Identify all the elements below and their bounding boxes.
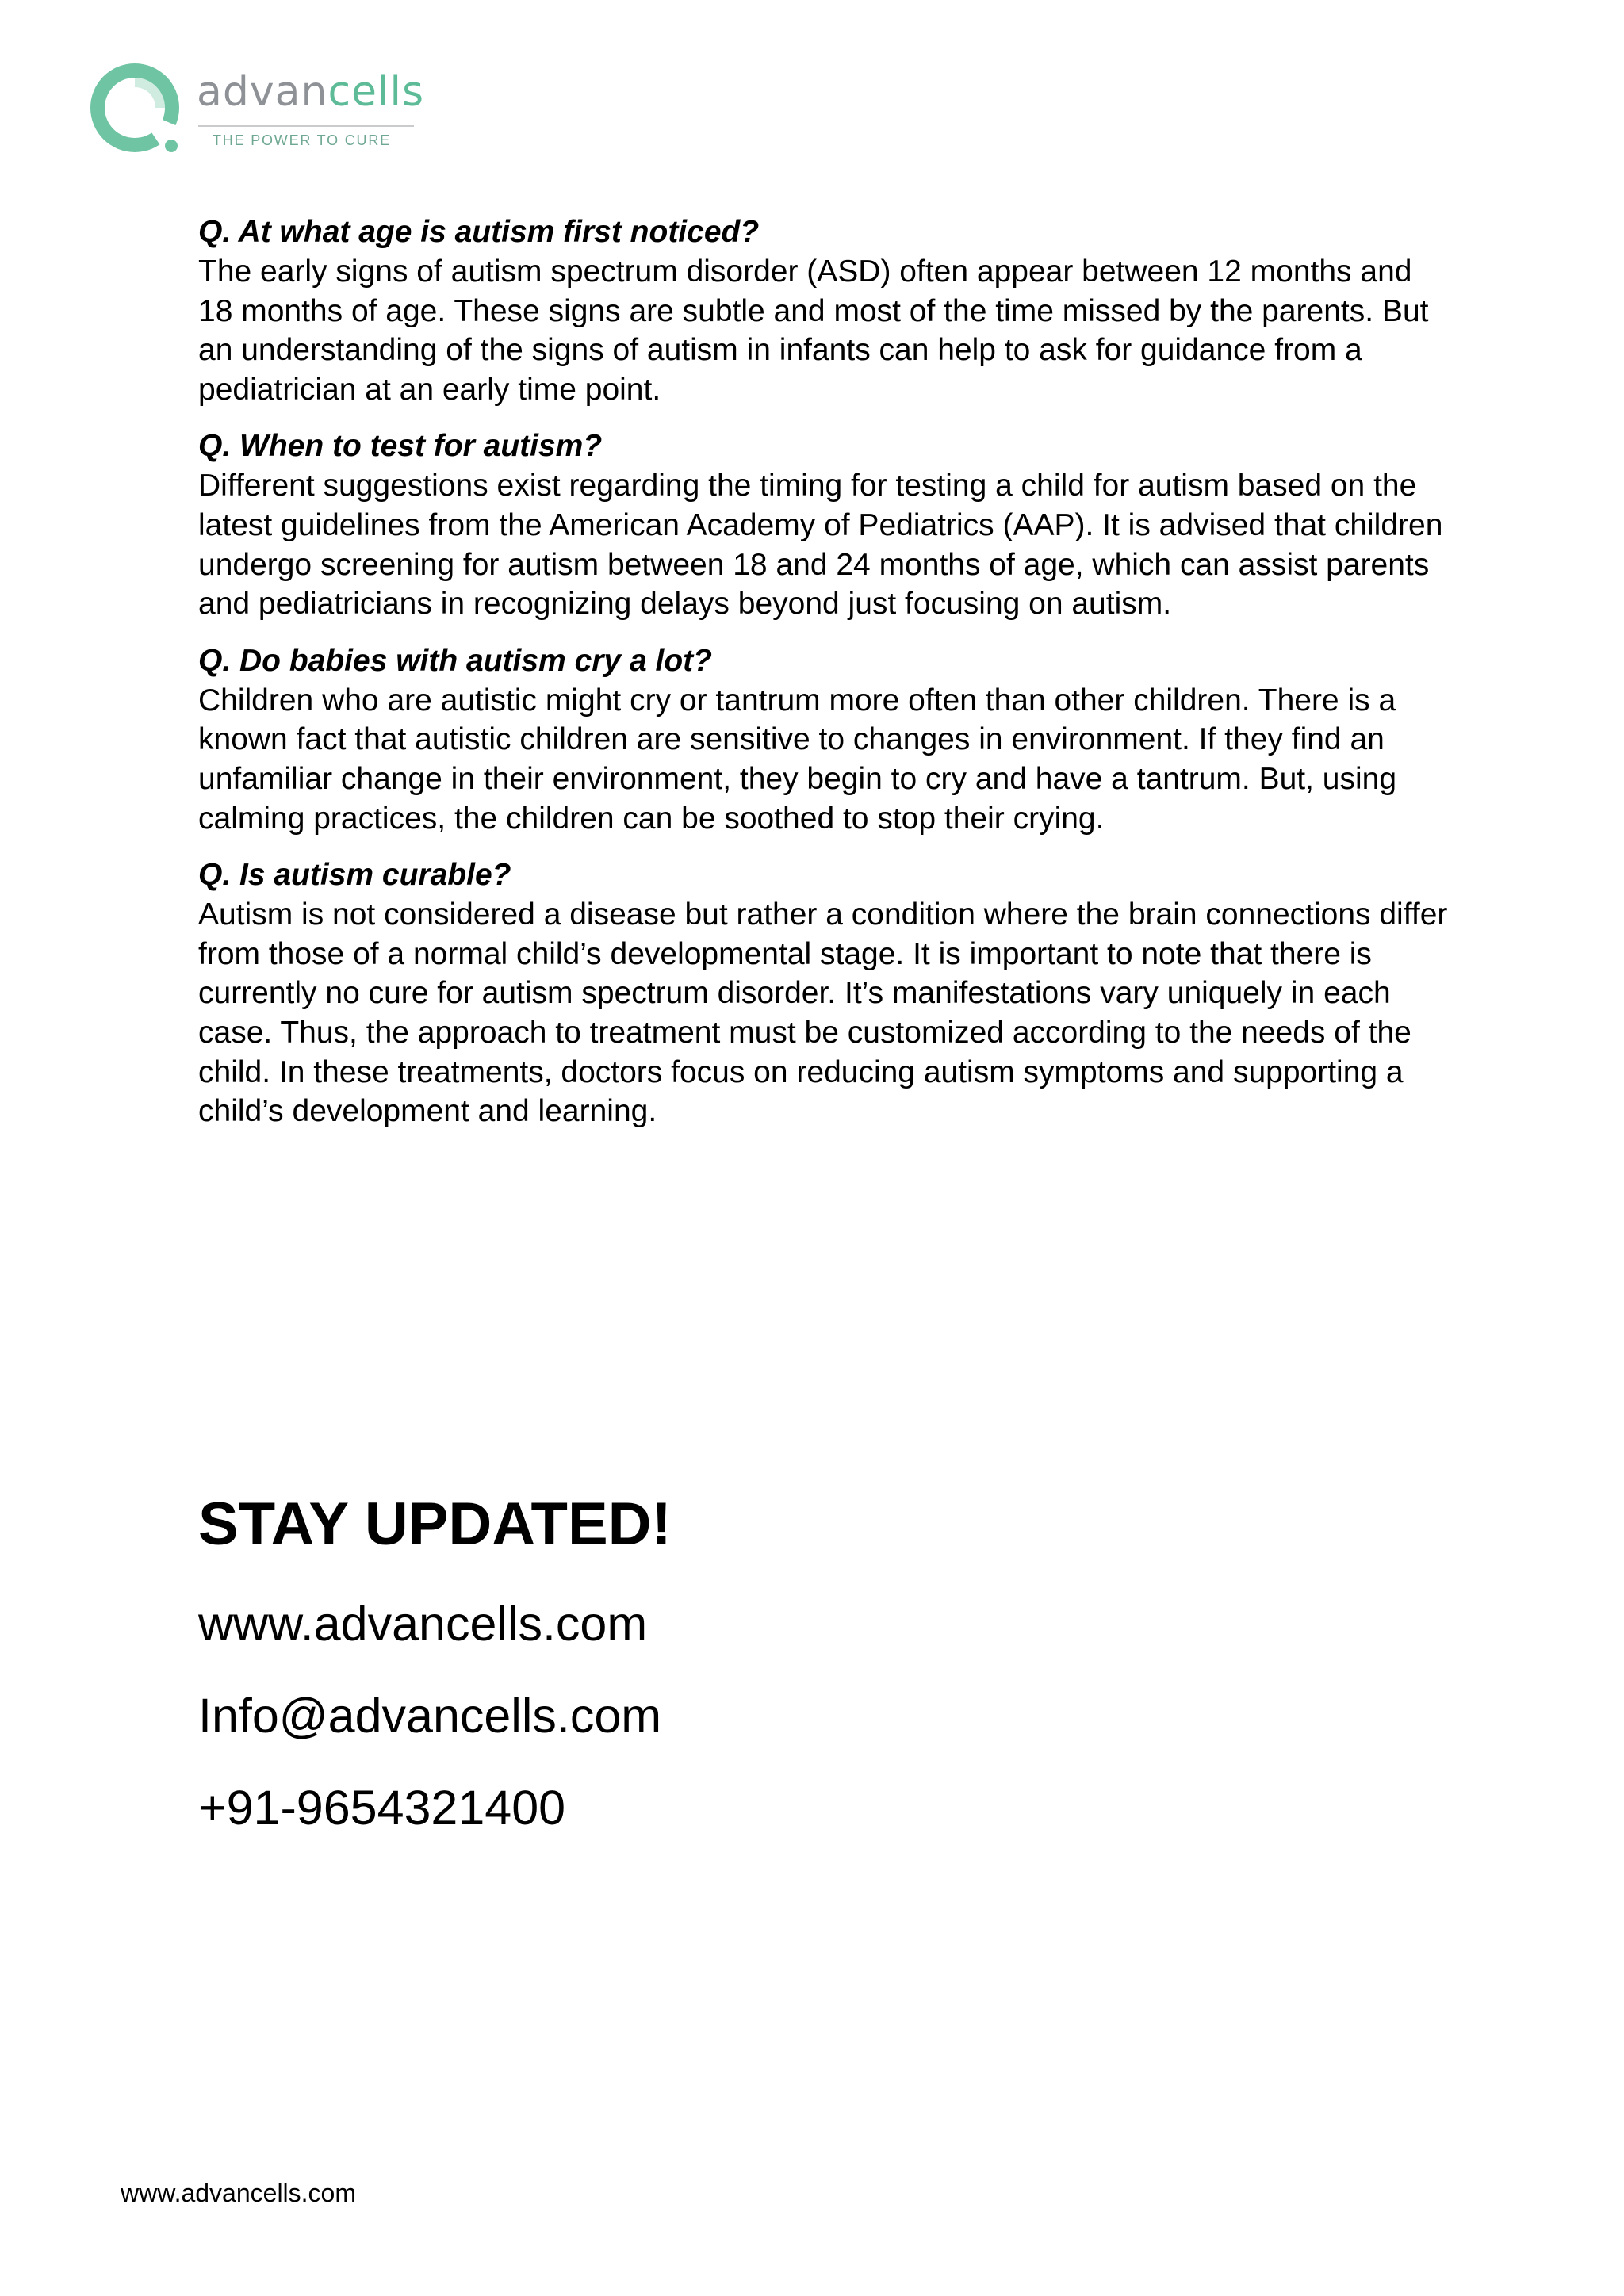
faq-section (198, 212, 1451, 1149)
advancells-logo-icon (86, 59, 184, 157)
faq-question: Q. Is autism curable? (198, 858, 511, 893)
faq-question: Q. At what age is autism first noticed? (198, 215, 760, 249)
advancells-logo (86, 59, 435, 162)
faq-question: Q. Do babies with autism cry a lot? (198, 643, 712, 678)
footer-url-link[interactable]: www.advancells.com (121, 2179, 356, 2207)
faq-answer: Autism is not considered a disease but rather a condition where the brain connections differ from those of a normal child’s developmental stage. It is important to note that there is currently no cure for autism spectrum disorder. It’s manifestations vary uniquely in each case. Thus, the approach to treatment must be customized according to the needs of the child. In these treatments, doctors focus on reducing autism symptoms and supporting a child’s development and learning. (198, 897, 1448, 1129)
logo-divider (198, 125, 414, 127)
logo-wordmark (197, 68, 425, 116)
logo-tagline: THE POWER TO CURE (213, 132, 391, 148)
faq-item (198, 427, 1451, 623)
contact-phone-number[interactable]: +91-9654321400 (198, 1781, 566, 1835)
faq-answer: The early signs of autism spectrum disorder (ASD) often appear between 12 months and 18 months of age. These signs are subtle and most of the time missed by the parents. But an understanding of the signs of autism in infants can help to ask for guidance from a pediatrician at an early time point. (198, 254, 1429, 407)
stay-updated-heading: STAY UPDATED! (198, 1490, 672, 1558)
logo-word-part1: advan (197, 68, 328, 116)
logo-word-part2: cells (327, 68, 425, 116)
faq-answer: Children who are autistic might cry or tantrum more often than other children. There is a known fact that autistic children are sensitive to changes in environment. If they find an unfamiliar change in their environment, they begin to cry and have a tantrum. But, using calming practices, the children can be soothed to stop their crying. (198, 683, 1397, 836)
faq-question: Q. When to test for autism? (198, 429, 603, 464)
contact-email-link[interactable]: Info@advancells.com (198, 1689, 662, 1743)
faq-item (198, 855, 1451, 1131)
faq-item (198, 641, 1451, 838)
faq-item (198, 212, 1451, 409)
contact-website-link[interactable]: www.advancells.com (198, 1597, 648, 1651)
faq-answer: Different suggestions exist regarding the timing for testing a child for autism based on the latest guidelines from the American Academy of Pediatrics (AAP). It is advised that children undergo screening for autism between 18 and 24 months of age, which can assist parents and pediatricians in recognizing delays beyond just focusing on autism. (198, 469, 1443, 622)
